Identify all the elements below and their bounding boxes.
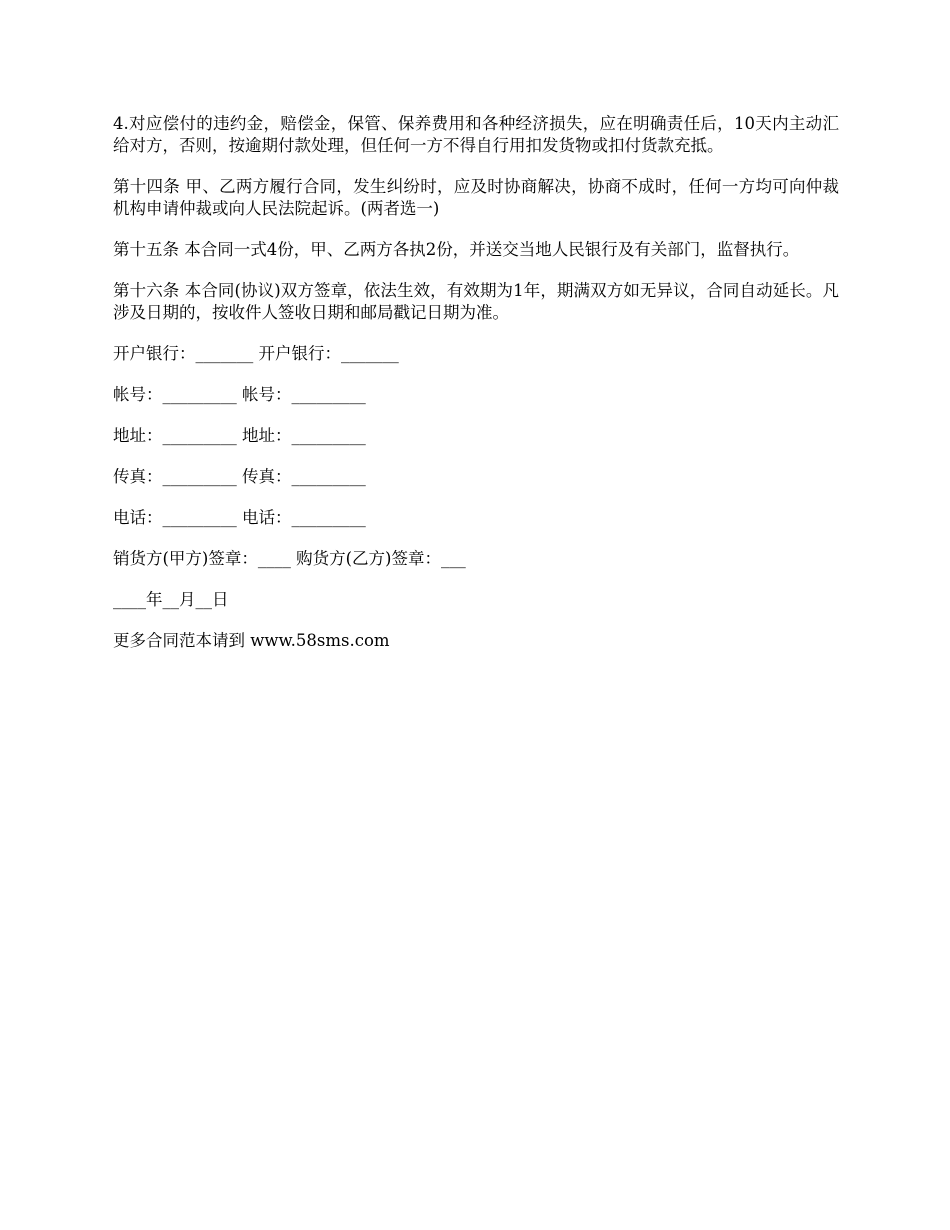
- account-field: 帐号：_________ 帐号：_________: [113, 385, 366, 404]
- clause-15-copies: 第十五条 本合同一式4份，甲、乙两方各执2份，并送交当地人民银行及有关部门，监督执行。: [113, 240, 800, 259]
- document-body: [113, 113, 839, 671]
- address-field: 地址：_________ 地址：_________: [113, 426, 366, 445]
- signature-field: 销货方(甲方)签章：____ 购货方(乙方)签章：___: [113, 549, 466, 568]
- phone-field: 电话：_________ 电话：_________: [113, 508, 366, 527]
- clause-14-dispute: 第十四条 甲、乙两方履行合同，发生纠纷时，应及时协商解决，协商不成时，任何一方均可向仲裁机构申请仲裁或向人民法院起诉。(两者选一): [113, 177, 839, 218]
- date-field: ____年__月__日: [113, 590, 229, 609]
- fax-field: 传真：_________ 传真：_________: [113, 467, 366, 486]
- clause-16-validity: 第十六条 本合同(协议)双方签章，依法生效，有效期为1年，期满双方如无异议，合同自动延长。凡涉及日期的，按收件人签收日期和邮局戳记日期为准。: [113, 281, 839, 322]
- clause-4-compensation: 4.对应偿付的违约金，赔偿金，保管、保养费用和各种经济损失，应在明确责任后，10天内主动汇给对方，否则，按逾期付款处理，但任何一方不得自行用扣发货物或扣付货款充抵。: [113, 114, 839, 155]
- bank-field: 开户银行：_______ 开户银行：_______: [113, 344, 399, 363]
- footer-link-text: 更多合同范本请到 www.58sms.com: [113, 631, 390, 650]
